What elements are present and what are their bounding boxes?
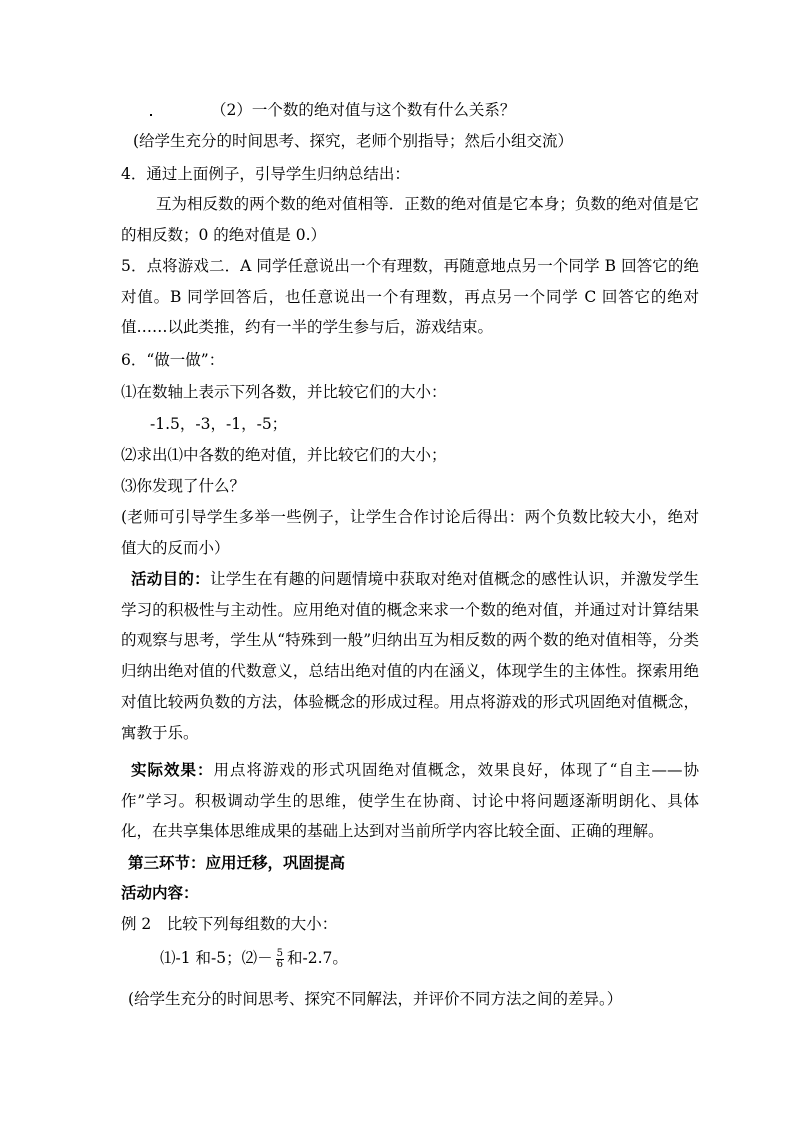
example-2-items bbox=[160, 948, 348, 970]
activity-goal-label: 活动目的： bbox=[131, 570, 210, 588]
step-5-paragraph: 5．点将游戏二．A 同学任意说出一个有理数，再随意地点另一个同学 B 回答它的绝对值。B 同学回答后，也任意说出一个有理数，再点另一个同学 C 回答它的绝对值……以此类推，约有一半的学生参与后，游戏结束。 bbox=[121, 257, 699, 337]
actual-effect-label: 实际效果： bbox=[131, 761, 214, 779]
note-teacher-guidance: (给学生充分的时间思考、探究，老师个别指导；然后小组交流） bbox=[133, 132, 574, 150]
conclusion-paragraph: 互为相反数的两个数的绝对值相等．正数的绝对值是它本身；负数的绝对值是它的相反数；0 的绝对值是 0.） bbox=[121, 195, 699, 244]
fraction-denominator: 6 bbox=[276, 958, 284, 970]
stray-dot bbox=[150, 114, 152, 116]
fraction-numerator: 5 bbox=[276, 947, 284, 959]
step-4: 4．通过上面例子，引导学生归纳总结出： bbox=[121, 165, 410, 183]
activity-goal-paragraph bbox=[121, 564, 699, 748]
note-different-methods: (给学生充分的时间思考、探究不同解法，并评价不同方法之间的差异。） bbox=[128, 990, 623, 1008]
number-list: -1.5，-3，-1，-5； bbox=[150, 415, 288, 433]
actual-effect-text: 用点将游戏的形式巩固绝对值概念，效果良好，体现了“自主——协作”学习。积极调动学生的思维，使学生在协商、讨论中将问题逐渐明朗化、具体化，在共享集体思维成果的基础上达到对当前所学内容比较全面、正确的理解。 bbox=[121, 761, 699, 841]
sub-question-3: ⑶你发现了什么？ bbox=[121, 477, 246, 495]
example-part-2: 和-2.7。 bbox=[287, 949, 348, 967]
sub-question-1: ⑴在数轴上表示下列各数，并比较它们的大小： bbox=[121, 383, 447, 401]
example-2: 例 2 比较下列每组数的大小： bbox=[121, 915, 338, 933]
activity-content-label: 活动内容： bbox=[121, 884, 199, 902]
question-2: （2）一个数的绝对值与这个数有什么关系？ bbox=[211, 101, 516, 119]
activity-goal-text: 让学生在有趣的问题情境中获取对绝对值概念的感性认识，并激发学生学习的积极性与主动性。应用绝对值的概念来求一个数的绝对值，并通过对计算结果的观察与思考，学生从“特殊到一般”归纳出互为相反数的两个数的绝对值相等，分类归纳出绝对值的代数意义，总结出绝对值的内在涵义，体现学生的主体性。探索用绝对值比较两负数的方法，体验概念的形成过程。用点将游戏的形式巩固绝对值概念，寓教于乐。 bbox=[121, 570, 699, 742]
sub-question-2: ⑵求出⑴中各数的绝对值，并比较它们的大小； bbox=[121, 446, 447, 464]
fraction-five-sixths bbox=[276, 949, 284, 970]
example-part-1: ⑴-1 和-5；⑵－ bbox=[160, 949, 273, 967]
actual-effect-paragraph bbox=[121, 755, 699, 847]
note-negative-compare: (老师可引导学生多举一些例子，让学生合作讨论后得出：两个负数比较大小，绝对值大的反而小） bbox=[121, 508, 699, 557]
step-6: 6．“做一做”： bbox=[121, 351, 225, 369]
section-3-heading: 第三环节：应用迁移，巩固提高 bbox=[128, 854, 346, 872]
